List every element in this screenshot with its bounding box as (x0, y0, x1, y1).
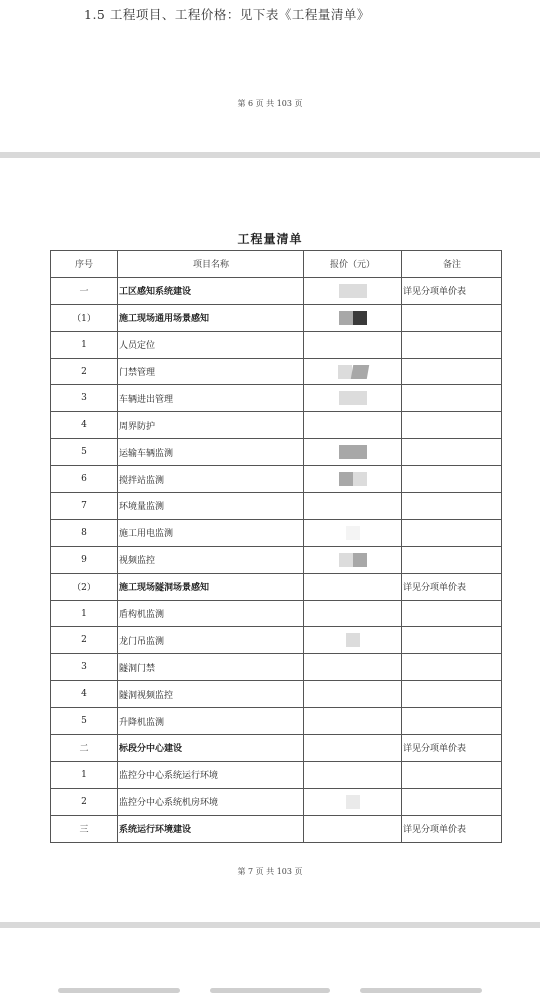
table-header-row (51, 251, 502, 278)
row-note: 详见分项单价表 (402, 573, 502, 600)
row-no: 5 (51, 439, 118, 466)
row-note: 详见分项单价表 (402, 815, 502, 842)
row-price-redacted (304, 654, 402, 681)
row-name: 升降机监测 (118, 708, 304, 735)
row-no: 1 (51, 761, 118, 788)
row-note (402, 466, 502, 493)
row-price-redacted (304, 385, 402, 412)
table-row (51, 627, 502, 654)
row-note (402, 681, 502, 708)
table-row (51, 412, 502, 439)
row-note (402, 493, 502, 520)
row-name: 施工现场通用场景感知 (118, 304, 304, 331)
row-no: 2 (51, 788, 118, 815)
table-row (51, 277, 502, 304)
table-row (51, 493, 502, 520)
document-page-6 (0, 0, 540, 152)
row-no: 6 (51, 466, 118, 493)
row-price-redacted (304, 277, 402, 304)
row-name: 门禁管理 (118, 358, 304, 385)
row-no: 一 (51, 277, 118, 304)
scroll-indicator[interactable] (210, 988, 330, 993)
table-row (51, 735, 502, 762)
row-note (402, 761, 502, 788)
row-no: 7 (51, 493, 118, 520)
row-no: 2 (51, 627, 118, 654)
row-name: 龙门吊监测 (118, 627, 304, 654)
row-no: 5 (51, 708, 118, 735)
row-note: 详见分项单价表 (402, 277, 502, 304)
row-price-redacted (304, 600, 402, 627)
page-scroll-area (0, 928, 540, 1002)
row-name: 工区感知系统建设 (118, 277, 304, 304)
row-price-redacted (304, 708, 402, 735)
row-price-redacted (304, 358, 402, 385)
table-row (51, 358, 502, 385)
table-row (51, 331, 502, 358)
table-row (51, 519, 502, 546)
row-note (402, 519, 502, 546)
row-no: 4 (51, 681, 118, 708)
row-note (402, 358, 502, 385)
table-row (51, 546, 502, 573)
section-heading: 1.5 工程项目、工程价格：见下表《工程量清单》 (84, 7, 370, 22)
row-note (402, 304, 502, 331)
row-price-redacted (304, 439, 402, 466)
row-note (402, 627, 502, 654)
row-name: 盾构机监测 (118, 600, 304, 627)
row-name: 车辆进出管理 (118, 385, 304, 412)
row-no: 1 (51, 600, 118, 627)
row-no: 二 (51, 735, 118, 762)
row-note (402, 412, 502, 439)
row-price-redacted (304, 681, 402, 708)
row-note (402, 654, 502, 681)
row-price-redacted (304, 304, 402, 331)
row-note (402, 788, 502, 815)
row-note (402, 385, 502, 412)
row-name: 标段分中心建设 (118, 735, 304, 762)
table-row (51, 788, 502, 815)
page-footer-7: 第 7 页 共 103 页 (237, 867, 303, 876)
header-no: 序号 (51, 251, 118, 278)
row-price-redacted (304, 331, 402, 358)
row-price-redacted (304, 412, 402, 439)
scroll-indicator[interactable] (58, 988, 180, 993)
row-note (402, 439, 502, 466)
row-price-redacted (304, 761, 402, 788)
header-name: 项目名称 (118, 251, 304, 278)
row-price-redacted (304, 546, 402, 573)
row-price-redacted (304, 493, 402, 520)
table-row (51, 681, 502, 708)
document-page-7 (0, 158, 540, 922)
table-row (51, 600, 502, 627)
row-note (402, 331, 502, 358)
row-no: 三 (51, 815, 118, 842)
table-row (51, 385, 502, 412)
row-no: 4 (51, 412, 118, 439)
table-row (51, 761, 502, 788)
row-price-redacted (304, 466, 402, 493)
row-price-redacted (304, 788, 402, 815)
row-price-redacted (304, 573, 402, 600)
page-footer-6: 第 6 页 共 103 页 (237, 99, 303, 108)
table-row (51, 573, 502, 600)
row-no: 8 (51, 519, 118, 546)
row-no: 1 (51, 331, 118, 358)
table-row (51, 304, 502, 331)
row-price-redacted (304, 627, 402, 654)
row-price-redacted (304, 815, 402, 842)
row-price-redacted (304, 735, 402, 762)
row-no: 3 (51, 654, 118, 681)
row-note (402, 546, 502, 573)
row-note (402, 708, 502, 735)
table-row (51, 654, 502, 681)
row-name: 隧洞门禁 (118, 654, 304, 681)
row-name: 环境量监测 (118, 493, 304, 520)
row-name: 搅拌站监测 (118, 466, 304, 493)
row-no: 3 (51, 385, 118, 412)
header-price: 报价（元） (304, 251, 402, 278)
bill-of-quantities-table (50, 250, 502, 843)
row-name: 施工现场隧洞场景感知 (118, 573, 304, 600)
row-no: 2 (51, 358, 118, 385)
row-note: 详见分项单价表 (402, 735, 502, 762)
row-name: 人员定位 (118, 331, 304, 358)
row-name: 监控分中心系统运行环境 (118, 761, 304, 788)
table-row (51, 815, 502, 842)
row-no: 9 (51, 546, 118, 573)
table-row (51, 708, 502, 735)
row-no: （1） (51, 304, 118, 331)
table-title: 工程量清单 (237, 232, 303, 246)
row-no: （2） (51, 573, 118, 600)
row-name: 运输车辆监测 (118, 439, 304, 466)
scroll-indicator[interactable] (360, 988, 482, 993)
row-name: 监控分中心系统机房环境 (118, 788, 304, 815)
row-name: 视频监控 (118, 546, 304, 573)
row-name: 周界防护 (118, 412, 304, 439)
row-note (402, 600, 502, 627)
row-price-redacted (304, 519, 402, 546)
table-row (51, 439, 502, 466)
header-note: 备注 (402, 251, 502, 278)
row-name: 系统运行环境建设 (118, 815, 304, 842)
row-name: 施工用电监测 (118, 519, 304, 546)
table-row (51, 466, 502, 493)
row-name: 隧洞视频监控 (118, 681, 304, 708)
